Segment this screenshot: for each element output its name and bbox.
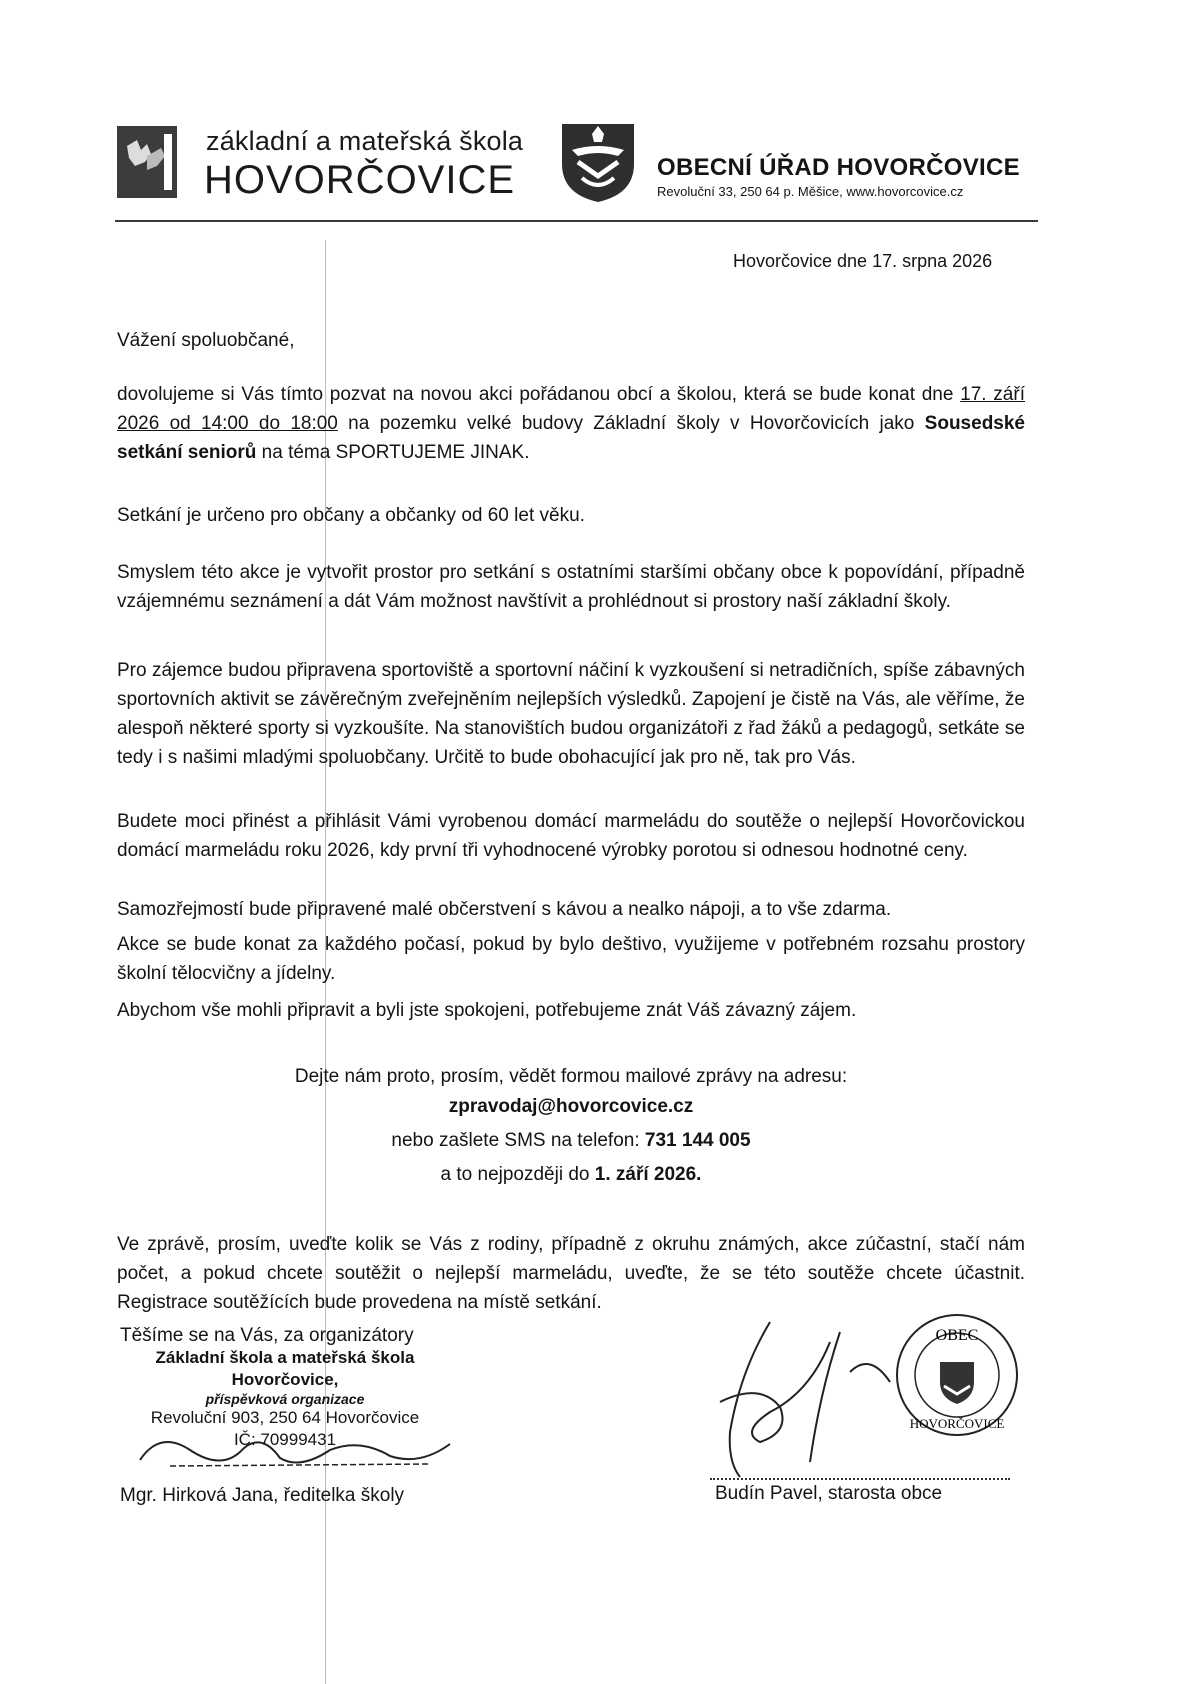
municipal-stamp-icon (892, 1310, 1022, 1440)
purpose-paragraph: Smyslem této akce je vytvořit prostor pro setkání s ostatními staršími občany obce k popovídání, případně vzájemnému seznámení a dát Vám možnost navštívit a prohlédnout si prostory naší základní školy. (117, 562, 1025, 612)
signoff-line: Těšíme se na Vás, za organizátory (120, 1325, 414, 1346)
school-stamp-line3: příspěvková organizace (205, 1391, 365, 1407)
event-date-time: 17. září 2026 od 14:00 do 18:00 (117, 384, 1025, 434)
school-stamp-line1: Základní škola a mateřská škola (155, 1348, 415, 1367)
contact-phone[interactable]: 731 144 005 (644, 1130, 751, 1151)
weather-paragraph: Akce se bude konat za každého počasí, pokud by bylo deštivo, využijeme v potřebném rozsahu prostory školní tělocvičny a jídelny. (117, 934, 1025, 984)
sports-paragraph: Pro zájemce budou připravena sportoviště a sportovní náčiní k vyzkoušení si netradičních, spíše zábavných sportovních aktivit se závěrečným zveřejněním nejlepších výsledků. Zapojení je čistě na Vás, ale věříme, že alespoň některé sporty si vyzkoušíte. Na stanovištích budou organizátoři z řad žáků a pedagogů, setkáte se tedy i s našimi mladými spoluobčany. Určitě to bude obohacující jak pro ně, tak pro Vás. (117, 660, 1025, 768)
event-name: Sousedské setkání seniorů (117, 413, 1025, 463)
director-signature-icon (130, 1420, 470, 1480)
svg-text:OBEC: OBEC (935, 1327, 979, 1344)
school-logo-icon (117, 126, 177, 198)
mayor-signature-icon (700, 1312, 920, 1492)
school-name-line1: základní a mateřská škola (206, 126, 524, 156)
school-stamp-line4: Revoluční 903, 250 64 Hovorčovice (150, 1408, 420, 1427)
date-line: Hovorčovice dne 17. srpna 2026 (733, 251, 993, 271)
sms-prefix: nebo zašlete SMS na telefon: (391, 1130, 645, 1151)
deadline (117, 1164, 1025, 1186)
school-stamp-line2: Hovorčovice, (231, 1370, 339, 1389)
invitation-paragraph (117, 380, 1025, 467)
contact-email[interactable]: zpravodaj@hovorcovice.cz (448, 1096, 694, 1117)
director-name: Mgr. Hirková Jana, ředitelka školy (120, 1485, 405, 1506)
invitation-text-1: dovolujeme si Vás tímto pozvat na novou akci pořádanou obcí a školou, která se bude konat dne (117, 384, 961, 405)
deadline-prefix: a to nejpozději do (440, 1164, 595, 1185)
target-paragraph: Setkání je určeno pro občany a občanky od 60 let věku. (117, 505, 585, 526)
mayor-name: Budín Pavel, starosta obce (715, 1483, 943, 1504)
svg-text:HOVORČOVICE: HOVORČOVICE (909, 1416, 1005, 1431)
invitation-text-2: na pozemku velké budovy Základní školy v Hovorčovicích jako (337, 413, 925, 434)
invitation-text-3: na téma SPORTUJEME JINAK. (256, 442, 530, 463)
salutation: Vážení spoluobčané, (117, 330, 295, 351)
refreshments-paragraph: Samozřejmostí bude připravené malé občerstvení s kávou a nealko nápoji, a to vše zdarma. (117, 899, 892, 920)
jam-paragraph: Budete moci přinést a přihlásit Vámi vyrobenou domácí marmeládu do soutěže o nejlepší Hovorčovickou domácí marmeládu roku 2026, kdy první tři vyhodnocené výrobky porotou si odnesou hodnotné ceny. (117, 811, 1025, 861)
school-name-line2: HOVORČOVICE (204, 158, 516, 202)
closing-paragraph: Ve zprávě, prosím, uveďte kolik se Vás z rodiny, případně z okruhu známých, akce zúčastní, stačí nám počet, a pokud chcete soutěžit o nejlepší marmeládu, uveďte, že se této soutěže chcete účastnit. Registrace soutěžících bude provedena na místě setkání. (117, 1234, 1025, 1313)
interest-paragraph: Abychom vše mohli připravit a byli jste spokojeni, potřebujeme znát Váš závazný zájem. (117, 1000, 857, 1021)
office-name: OBECNÍ ÚŘAD HOVORČOVICE (657, 154, 1020, 181)
signature-dotted-line (710, 1478, 1010, 1480)
deadline-date: 1. září 2026. (594, 1164, 702, 1185)
contact-sms (117, 1130, 1025, 1152)
contact-intro: Dejte nám proto, prosím, vědět formou mailové zprávy na adresu: (294, 1066, 848, 1087)
header-divider (115, 220, 1038, 222)
school-stamp-line5: IČ: 70999431 (233, 1430, 337, 1449)
municipal-crest-icon (558, 120, 638, 204)
office-address: Revoluční 33, 250 64 p. Měšice, www.hovorcovice.cz (657, 184, 964, 199)
